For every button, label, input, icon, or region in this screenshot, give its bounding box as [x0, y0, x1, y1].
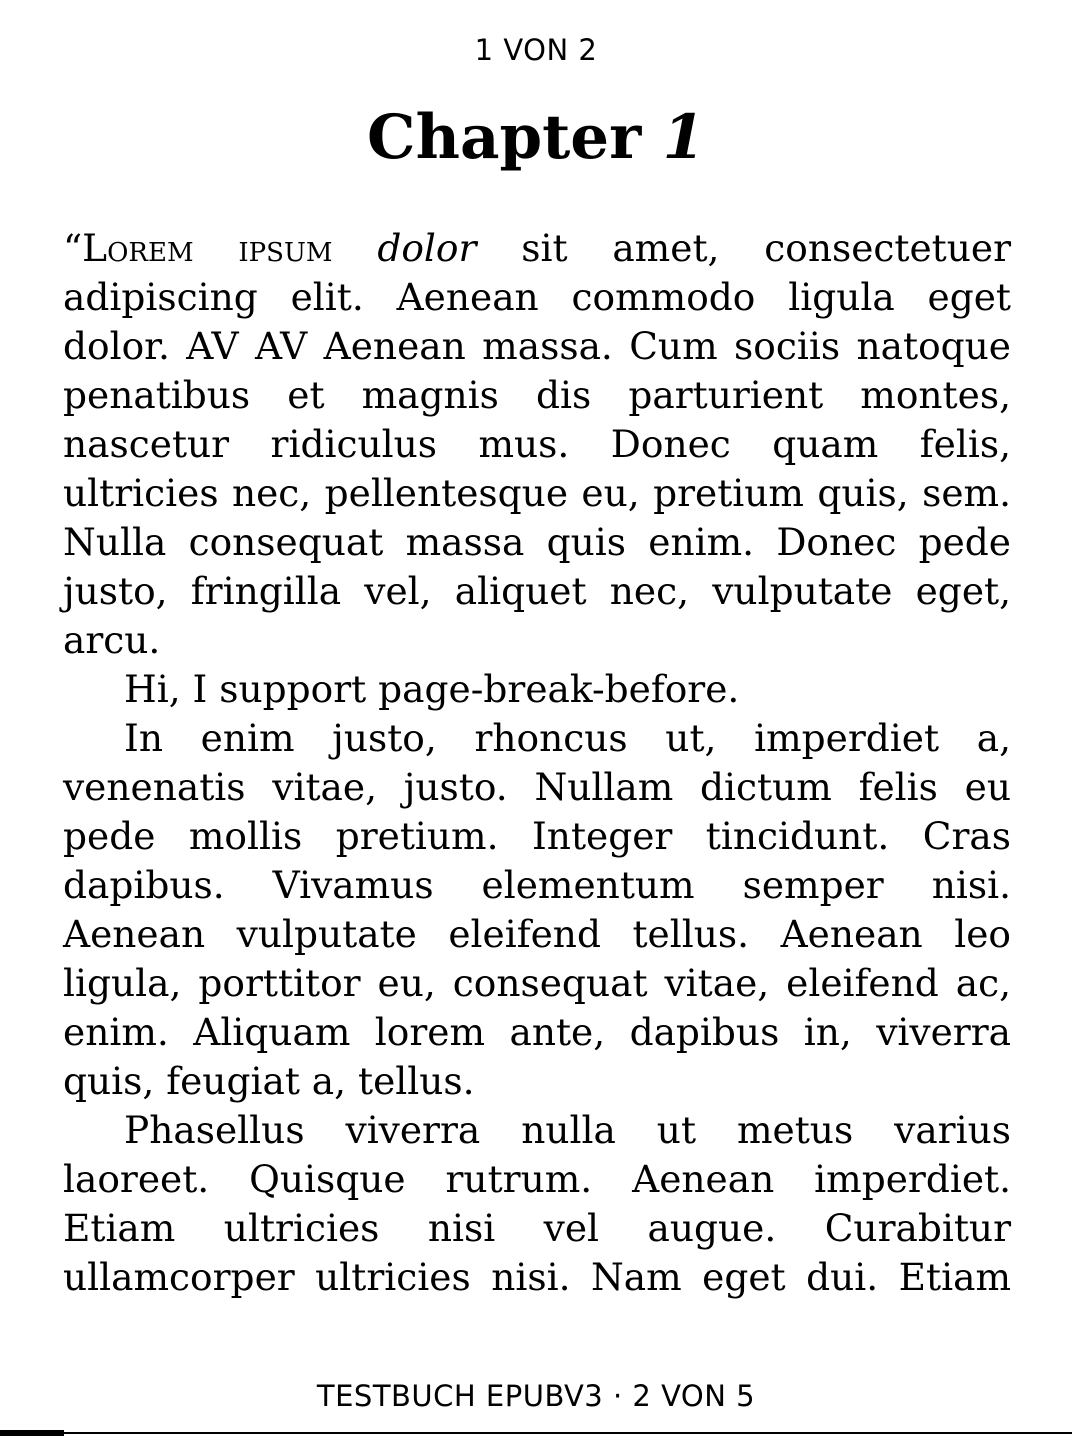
chapter-title	[0, 100, 1072, 176]
paragraph-1-text: sit amet, consectetuer adipiscing elit. Aenean commodo ligula eget dolor. AV AV Aenean massa. Cum sociis natoque penatibus et magnis dis parturient montes, nascetur ridiculus mus. Donec quam felis, ultricies nec, pellentesque eu, pretium quis, sem. Nulla consequat massa quis enim. Donec pede justo, fringilla vel, aliquet nec, vulputate eget, arcu.	[63, 226, 1012, 662]
reading-progress-bar	[0, 1432, 1072, 1434]
chapter-page-indicator: 1 VON 2	[474, 33, 598, 67]
book-progress-footer: TESTBUCH EPUBV3 · 2 VON 5	[316, 1379, 756, 1413]
open-quote: “	[63, 226, 83, 270]
paragraph-2: Hi, I support page-break-before.	[124, 667, 740, 711]
paragraph-3: In enim justo, rhoncus ut, imperdiet a, venenatis vitae, justo. Nullam dictum felis eu pede mollis pretium. Integer tincidunt. Cras dapibus. Vivamus elementum semper nisi. Aenean vulputate eleifend tellus. Aenean leo ligula, porttitor eu, consequat vitae, eleifend ac, enim. Aliquam lorem ante, dapibus in, viverra quis, feugiat a, tellus.	[63, 716, 1011, 1103]
paragraph-4: Phasellus viverra nulla ut metus varius laoreet. Quisque rutrum. Aenean imperdiet. Etiam ultricies nisi vel augue. Curabitur ullamcorper ultricies nisi. Nam eget dui. Etiam	[63, 1108, 1011, 1299]
italic-text: dolor	[377, 226, 477, 270]
chapter-title-number: 1	[662, 102, 705, 173]
reading-progress-fill	[0, 1430, 64, 1436]
reading-content	[63, 224, 1011, 1302]
paragraph-1	[63, 224, 1011, 665]
smallcaps-text: Lorem ipsum	[82, 226, 333, 270]
chapter-title-word: Chapter	[367, 102, 642, 173]
